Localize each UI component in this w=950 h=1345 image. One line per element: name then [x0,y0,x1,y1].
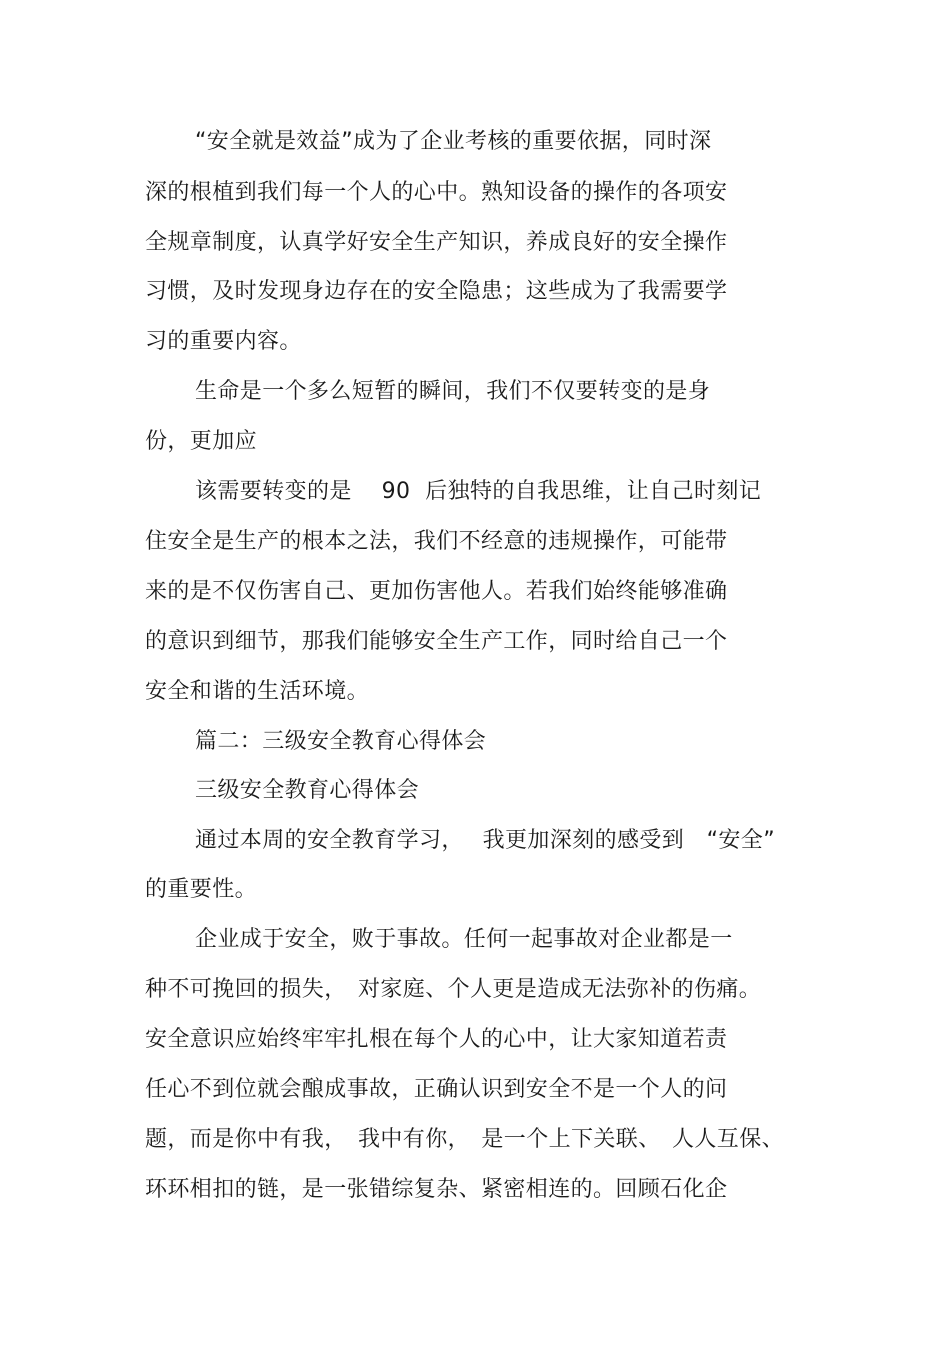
paragraph-line: “安全就是效益”成为了企业考核的重要依据，同时深 [195,129,712,154]
paragraph-line: 安全和谐的生活环境。 [145,679,370,704]
section-title: 三级安全教育心得体会 [195,778,420,803]
paragraph-line: 题，而是你中有我， 我中有你， 是一个上下关联、 人人互保、 [145,1127,785,1152]
paragraph-line: 全规章制度，认真学好安全生产知识，养成良好的安全操作 [145,230,728,255]
paragraph-line: 安全意识应始终牢牢扎根在每个人的心中，让大家知道若责 [145,1027,728,1052]
paragraph-line: 习惯，及时发现身边存在的安全隐患；这些成为了我需要学 [145,279,728,304]
paragraph-line: 的意识到细节，那我们能够安全生产工作，同时给自己一个 [145,629,728,654]
section-heading: 篇二：三级安全教育心得体会 [195,729,487,754]
paragraph-line: 生命是一个多么短暂的瞬间，我们不仅要转变的是身 [195,379,711,404]
paragraph-line: 住安全是生产的根本之法，我们不经意的违规操作，可能带 [145,529,728,554]
paragraph-line: 环环相扣的链，是一张错综复杂、紧密相连的。回顾石化企 [145,1177,728,1202]
paragraph-line: 深的根植到我们每一个人的心中。熟知设备的操作的各项安 [145,180,728,205]
paragraph-line: 份，更加应 [145,429,258,454]
paragraph-line: 通过本周的安全教育学习， 我更加深刻的感受到 “安全” [195,828,775,853]
paragraph-line: 企业成于安全，败于事故。任何一起事故对企业都是一 [195,927,733,952]
paragraph-line: 的重要性。 [145,877,258,902]
paragraph-line: 来的是不仅伤害自己、更加伤害他人。若我们始终能够准确 [145,579,728,604]
paragraph-line: 任心不到位就会酿成事故，正确认识到安全不是一个人的问 [145,1077,728,1102]
paragraph-line: 种不可挽回的损失， 对家庭、个人更是造成无法弥补的伤痛。 [145,977,762,1002]
paragraph-line: 习的重要内容。 [145,329,302,354]
paragraph-line: 该需要转变的是 90 后独特的自我思维，让自己时刻记 [195,479,762,504]
